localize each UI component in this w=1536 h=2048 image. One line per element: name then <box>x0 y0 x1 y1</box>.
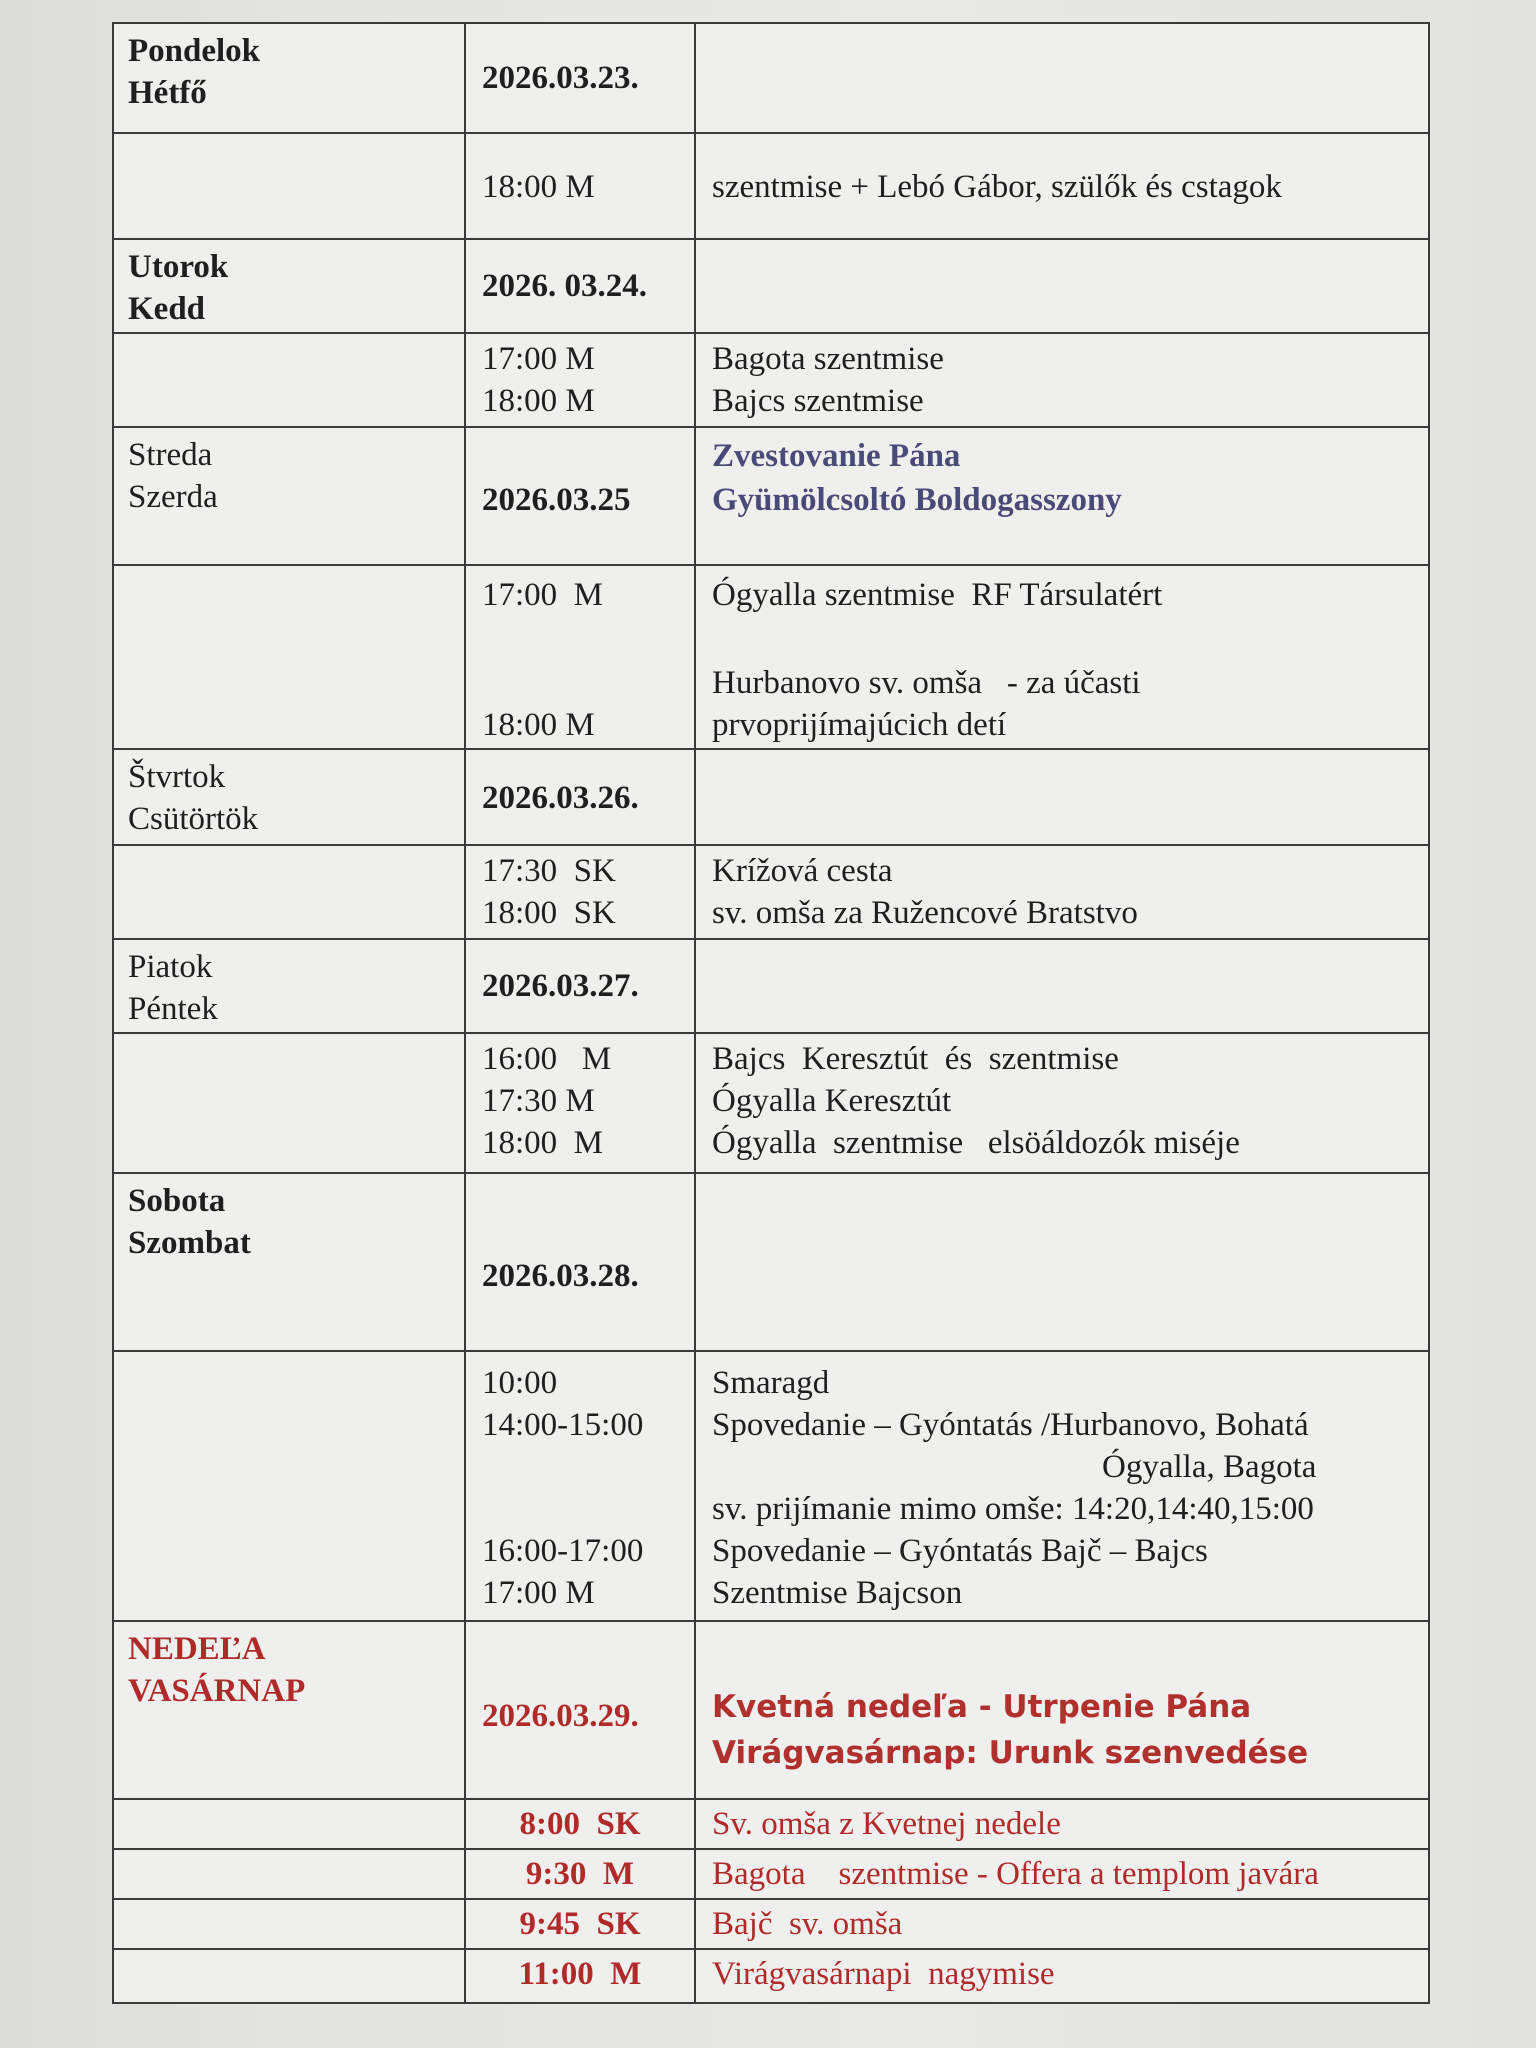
day-name-sk: NEDEĽA <box>128 1631 266 1667</box>
event-text: Szentmise Bajcson <box>712 1575 963 1611</box>
time: 16:00 M <box>482 1041 612 1077</box>
time: 11:00 M <box>518 1956 642 1992</box>
time: 18:00 M <box>482 1125 604 1161</box>
time: 8:00 SK <box>519 1806 641 1842</box>
time: 17:00 M <box>482 1575 595 1611</box>
event-cell <box>694 134 1428 238</box>
table-row <box>114 1174 1428 1352</box>
table-row <box>114 1950 1428 2002</box>
date: 2026.03.25 <box>482 482 631 518</box>
table-row <box>114 1800 1428 1850</box>
day-name-hu: Csütörtök <box>128 801 259 837</box>
event-text: Ógyalla, Bagota <box>1102 1449 1317 1485</box>
event-text: Bajcs Keresztút és szentmise <box>712 1041 1119 1077</box>
date: 2026.03.27. <box>482 968 639 1004</box>
day-name-hu: Szerda <box>128 479 218 515</box>
day-name-sk: Pondelok <box>128 33 261 69</box>
day-name-hu: Szombat <box>128 1225 251 1261</box>
date: 2026.03.28. <box>482 1258 639 1294</box>
feast-title: Gyümölcsoltó Boldogasszony <box>712 482 1122 518</box>
table-row <box>114 1034 1428 1174</box>
table-row <box>114 1352 1428 1622</box>
time: 17:00 M <box>482 577 604 613</box>
event-text: Bagota szentmise <box>712 341 944 377</box>
table-row <box>114 750 1428 846</box>
day-name-sk: Sobota <box>128 1183 226 1219</box>
table-row <box>114 428 1428 566</box>
time: 17:30 SK <box>482 853 616 889</box>
day-name-sk: Piatok <box>128 949 213 985</box>
event-text: prvoprijímajúcich detí <box>712 707 1007 743</box>
event-text: Hurbanovo sv. omša - za účasti <box>712 665 1141 701</box>
time: 17:30 M <box>482 1083 595 1119</box>
table-row <box>114 1850 1428 1900</box>
day-name-hu: Péntek <box>128 991 218 1027</box>
event-text: szentmise + Lebó Gábor, szülők és cstagok <box>712 169 1282 205</box>
day-name-hu: Hétfő <box>128 75 207 111</box>
time: 10:00 <box>482 1365 558 1401</box>
date: 2026.03.26. <box>482 780 639 816</box>
day-name-sk: Štvrtok <box>128 759 226 795</box>
event-text: Ógyalla szentmise elsöáldozók miséje <box>712 1125 1240 1161</box>
time: 17:00 M <box>482 341 595 377</box>
table-row <box>114 240 1428 334</box>
table-row <box>114 940 1428 1034</box>
table-row <box>114 334 1428 428</box>
table-row <box>114 566 1428 750</box>
date-cell <box>464 24 694 132</box>
event-text: Sv. omša z Kvetnej nedele <box>712 1806 1061 1842</box>
time: 18:00 M <box>482 169 595 205</box>
time: 18:00 M <box>482 707 595 743</box>
event-text: Bajcs szentmise <box>712 383 924 419</box>
day-name-hu: Kedd <box>128 291 206 327</box>
day-name-sk: Utorok <box>128 249 229 285</box>
time: 18:00 SK <box>482 895 616 931</box>
time: 9:30 M <box>525 1856 635 1892</box>
feast-title: Virágvasárnap: Urunk szenvedése <box>712 1735 1309 1771</box>
event-text: Virágvasárnapi nagymise <box>712 1956 1055 1992</box>
event-text: Spovedanie – Gyóntatás /Hurbanovo, Bohatá <box>712 1407 1309 1443</box>
event-text: Bagota szentmise - Offera a templom javára <box>712 1856 1319 1892</box>
table-row <box>114 1900 1428 1950</box>
event-text: Ógyalla Keresztút <box>712 1083 952 1119</box>
time: 9:45 SK <box>519 1906 641 1942</box>
event-text: Spovedanie – Gyóntatás Bajč – Bajcs <box>712 1533 1208 1569</box>
time-cell <box>464 134 694 238</box>
table-row <box>114 846 1428 940</box>
table-row <box>114 1622 1428 1800</box>
day-cell <box>114 24 464 132</box>
day-name-hu: VASÁRNAP <box>128 1673 306 1709</box>
table-row <box>114 134 1428 240</box>
time: 14:00-15:00 <box>482 1407 644 1443</box>
event-text: sv. omša za Ružencové Bratstvo <box>712 895 1138 931</box>
day-name-sk: Streda <box>128 437 213 473</box>
table-row <box>114 24 1428 134</box>
feast-title: Zvestovanie Pána <box>712 438 961 474</box>
date: 2026.03.23. <box>482 60 639 96</box>
schedule-table <box>112 22 1430 2004</box>
date: 2026.03.29. <box>482 1698 639 1734</box>
event-cell <box>694 24 1428 132</box>
date: 2026. 03.24. <box>482 268 647 304</box>
time: 18:00 M <box>482 383 595 419</box>
feast-title: Kvetná nedeľa - Utrpenie Pána <box>712 1689 1252 1725</box>
event-text: Smaragd <box>712 1365 830 1401</box>
time: 16:00-17:00 <box>482 1533 644 1569</box>
event-text: Krížová cesta <box>712 853 893 889</box>
event-text: Bajč sv. omša <box>712 1906 903 1942</box>
event-text: sv. prijímanie mimo omše: 14:20,14:40,15:00 <box>712 1491 1314 1527</box>
event-text: Ógyalla szentmise RF Társulatért <box>712 577 1163 613</box>
